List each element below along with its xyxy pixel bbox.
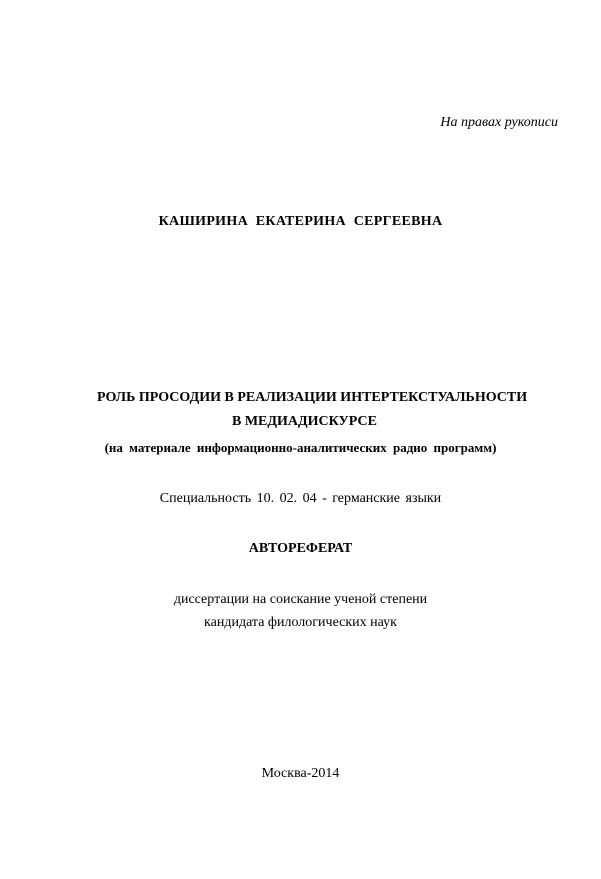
rights-note: На правах рукописи	[440, 115, 558, 130]
title-line-1: РОЛЬ ПРОСОДИИ В РЕАЛИЗАЦИИ ИНТЕРТЕКСТУАЛЬНОСТИ	[97, 390, 528, 405]
purpose-line-1: диссертации на соискание ученой степени	[173, 592, 428, 607]
author-name: КАШИРИНА ЕКАТЕРИНА СЕРГЕЕВНА	[158, 214, 443, 229]
document-type: АВТОРЕФЕРАТ	[248, 541, 353, 556]
title-subtitle: (на материале информационно-аналитических радио программ)	[104, 440, 497, 455]
specialty-line: Специальность 10. 02. 04 - германские языки	[159, 491, 442, 506]
title-line-2: В МЕДИАДИСКУРСЕ	[232, 414, 377, 429]
city-year: Москва-2014	[261, 766, 340, 781]
purpose-line-2: кандидата филологических наук	[204, 615, 397, 630]
